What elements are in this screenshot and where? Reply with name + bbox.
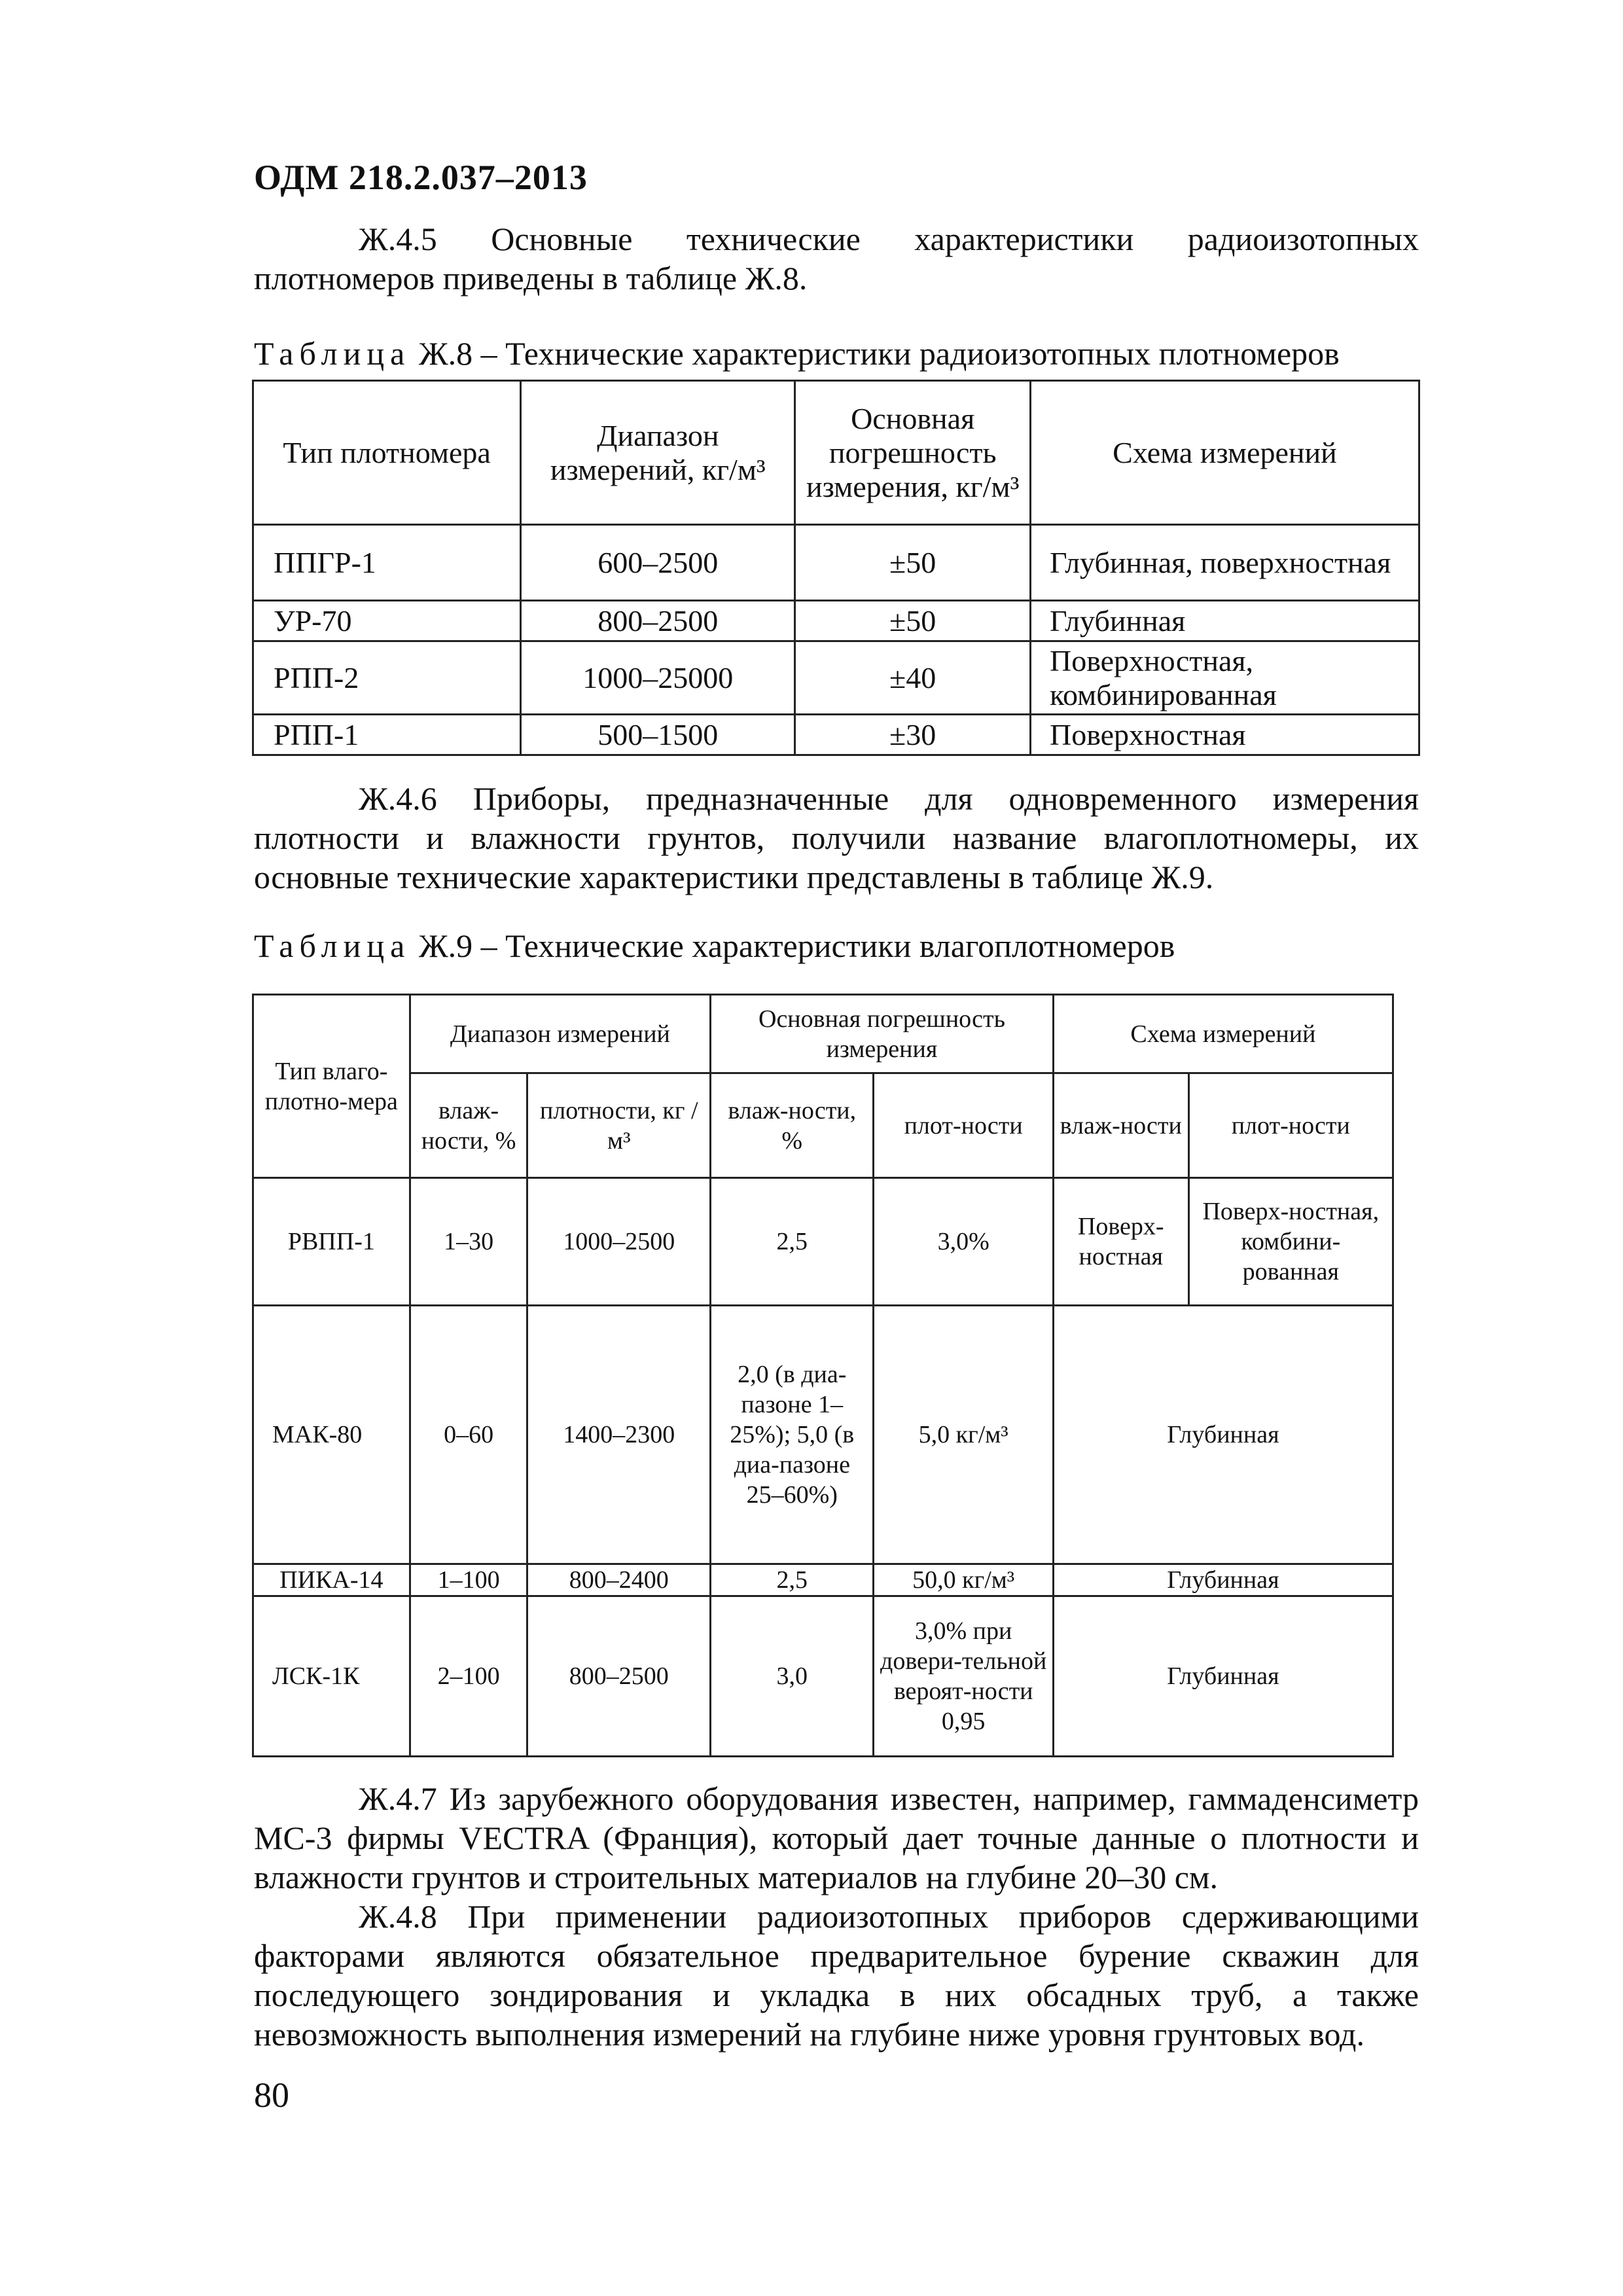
table8-caption <box>254 334 1432 373</box>
table9-header-moist-pct: влаж-ности, % <box>410 1073 527 1178</box>
table8 <box>252 380 1420 756</box>
table9-header-type: Тип влаго-плотно-мера <box>253 995 410 1178</box>
table9-cell: МАК-80 <box>253 1306 410 1564</box>
table9-cell: 3,0 <box>711 1596 874 1757</box>
paragraph-4-7: Ж.4.7 Из зарубежного оборудования известен, например, гаммаденсиметр МС-3 фирмы VECTRA (Франция), который дает точные данные о плотности и влажности грунтов и строительных материалов на глубине 20–30 см. <box>254 1780 1419 1895</box>
table8-cell: ±50 <box>795 601 1031 641</box>
table8-cell: 500–1500 <box>521 715 795 755</box>
table8-caption-word: Таблица <box>254 335 411 372</box>
table8-cell: Поверхностная, комбинированная <box>1030 641 1419 715</box>
table9-cell: ЛСК-1К <box>253 1596 410 1757</box>
table-row <box>253 1564 1393 1596</box>
table9-cell: 1400–2300 <box>527 1306 711 1564</box>
table8-header-error: Основная погрешность измерения, кг/м³ <box>795 381 1031 525</box>
table8-cell: Глубинная <box>1030 601 1419 641</box>
table9-cell: Глубинная <box>1053 1596 1393 1757</box>
table8-cell: УР-70 <box>253 601 521 641</box>
table-row <box>253 641 1419 715</box>
table9-cell: Поверх-ностная, комбини-рованная <box>1188 1178 1393 1306</box>
table-row <box>253 525 1419 601</box>
table9-cell: 5,0 кг/м³ <box>874 1306 1053 1564</box>
table9-header-error-moist: влаж-ности, % <box>711 1073 874 1178</box>
table9-cell: Глубинная <box>1053 1564 1393 1596</box>
table9-caption-text: Ж.9 – Технические характеристики влагоплотномеров <box>410 927 1175 964</box>
table8-cell: Поверхностная <box>1030 715 1419 755</box>
page-number: 80 <box>254 2075 289 2115</box>
table8-cell: ППГР-1 <box>253 525 521 601</box>
table9-cell: 2,5 <box>711 1178 874 1306</box>
table8-header-schema: Схема измерений <box>1030 381 1419 525</box>
table9-cell: 2–100 <box>410 1596 527 1757</box>
table9-cell: РВПП-1 <box>253 1178 410 1306</box>
paragraph-4-5: Ж.4.5 Основные технические характеристики радиоизотопных плотномеров приведены в таблице Ж.8. <box>254 221 1419 296</box>
table9-cell: 2,5 <box>711 1564 874 1596</box>
table8-cell: РПП-2 <box>253 641 521 715</box>
table9-cell: 1–100 <box>410 1564 527 1596</box>
table8-caption-text: Ж.8 – Технические характеристики радиоизотопных плотномеров <box>410 335 1340 372</box>
table9-cell: 3,0% <box>874 1178 1053 1306</box>
table9-caption-word: Таблица <box>254 927 411 964</box>
table8-header-type: Тип плотномера <box>253 381 521 525</box>
table-row <box>253 601 1419 641</box>
table8-cell: ±50 <box>795 525 1031 601</box>
table8-cell: ±40 <box>795 641 1031 715</box>
table9-header-schema-moist: влаж-ности <box>1053 1073 1188 1178</box>
table9-header-error: Основная погрешность измерения <box>711 995 1054 1073</box>
table-row <box>253 1178 1393 1306</box>
table9-cell: Поверх-ностная <box>1053 1178 1188 1306</box>
table9-header-density-kg: плотности, кг /м³ <box>527 1073 711 1178</box>
table9-cell: 3,0% при довери-тельной вероят-ности 0,95 <box>874 1596 1053 1757</box>
table9-caption <box>254 926 1432 965</box>
table9-cell: 1–30 <box>410 1178 527 1306</box>
table9 <box>252 994 1394 1757</box>
document-code: ОДМ 218.2.037–2013 <box>254 158 588 197</box>
table-row <box>253 1306 1393 1564</box>
table8-cell: ±30 <box>795 715 1031 755</box>
paragraph-4-6: Ж.4.6 Приборы, предназначенные для одновременного измерения плотности и влажности грунтов, получили название влагоплотномеры, их основные технические характеристики представлены в таблице Ж.9. <box>254 780 1419 895</box>
table9-header-schema-density: плот-ности <box>1188 1073 1393 1178</box>
table8-cell: Глубинная, поверхностная <box>1030 525 1419 601</box>
table9-cell: 50,0 кг/м³ <box>874 1564 1053 1596</box>
table8-header-range: Диапазон измерений, кг/м³ <box>521 381 795 525</box>
table9-header-row-2 <box>253 1073 1393 1178</box>
table8-cell: РПП-1 <box>253 715 521 755</box>
table9-header-schema: Схема измерений <box>1053 995 1393 1073</box>
table8-cell: 800–2500 <box>521 601 795 641</box>
table9-header-row-1 <box>253 995 1393 1073</box>
table-row <box>253 715 1419 755</box>
table9-header-range: Диапазон измерений <box>410 995 710 1073</box>
table9-cell: 0–60 <box>410 1306 527 1564</box>
table8-cell: 1000–25000 <box>521 641 795 715</box>
table9-cell: 2,0 (в диа-пазоне 1–25%); 5,0 (в диа-пазоне 25–60%) <box>711 1306 874 1564</box>
paragraph-4-8: Ж.4.8 При применении радиоизотопных приборов сдерживающими факторами являются обязательное предварительное бурение скважин для последующего зондирования и укладка в них обсадных труб, а также невозможность выполнения измерений на глубине ниже уровня грунтовых вод. <box>254 1898 1419 2053</box>
table-row <box>253 1596 1393 1757</box>
table9-cell: 800–2400 <box>527 1564 711 1596</box>
table9-header-error-density: плот-ности <box>874 1073 1053 1178</box>
table9-cell: 800–2500 <box>527 1596 711 1757</box>
table8-cell: 600–2500 <box>521 525 795 601</box>
table9-cell: 1000–2500 <box>527 1178 711 1306</box>
table8-header-row <box>253 381 1419 525</box>
table9-cell: Глубинная <box>1053 1306 1393 1564</box>
table9-cell: ПИКА-14 <box>253 1564 410 1596</box>
